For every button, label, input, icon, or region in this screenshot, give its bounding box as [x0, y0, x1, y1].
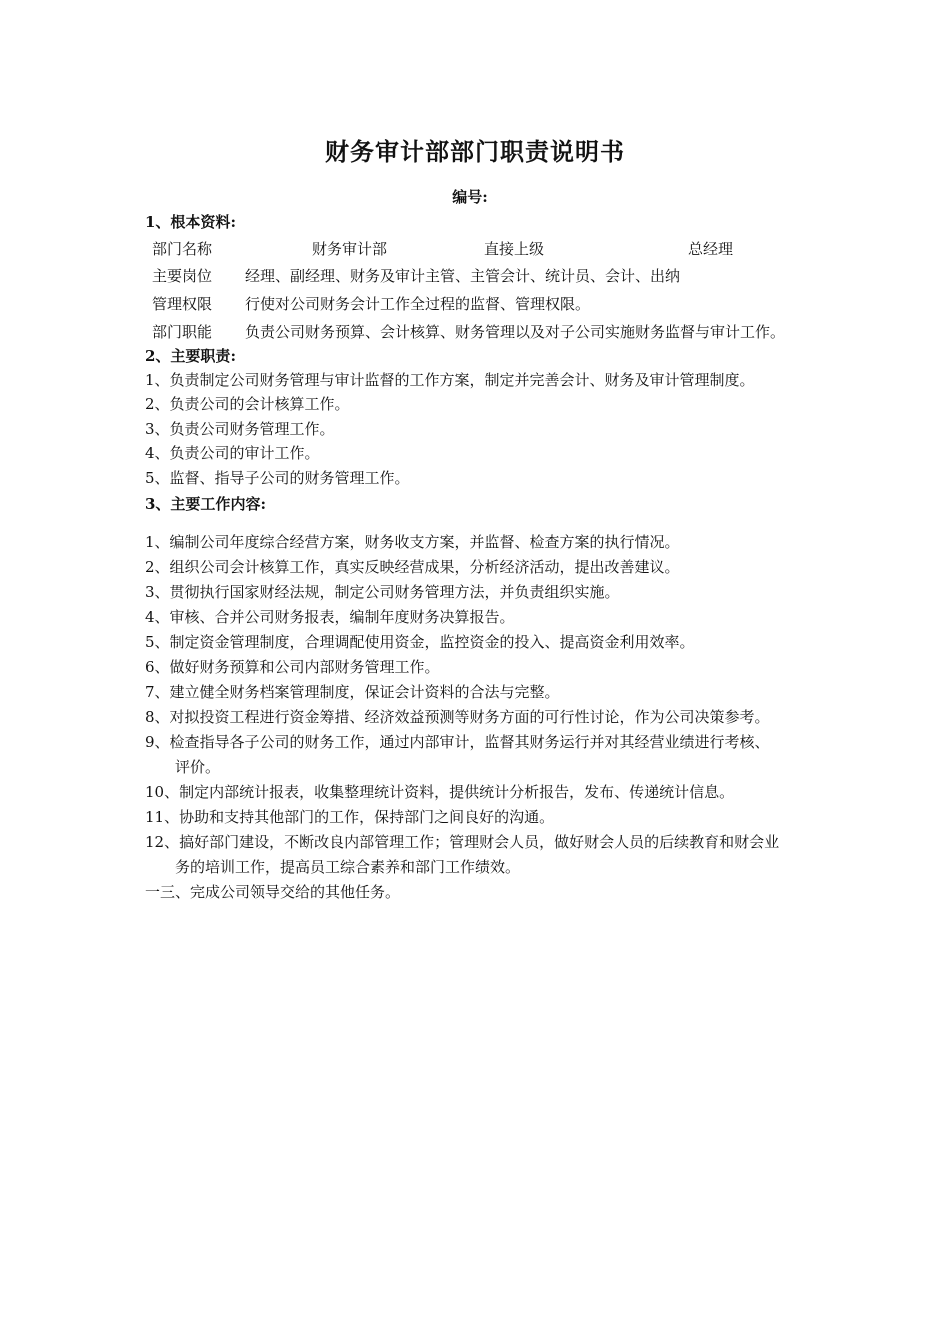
work-item: 9、检查指导各子公司的财务工作，通过内部审计，监督其财务运行并对其经营业绩进行考核、 — [145, 733, 770, 751]
function-value: 负责公司财务预算、会计核算、财务管理以及对子公司实施财务监督与审计工作。 — [245, 323, 786, 341]
duty-item: 3、负责公司财务管理工作。 — [145, 420, 335, 438]
work-item-continuation: 务的培训工作，提高员工综合素养和部门工作绩效。 — [175, 858, 521, 876]
positions-label: 主要岗位 — [152, 267, 213, 285]
work-item: 4、审核、合并公司财务报表，编制年度财务决算报告。 — [145, 608, 515, 626]
dept-name-value: 财务审计部 — [312, 240, 388, 258]
authority-value: 行使对公司财务会计工作全过程的监督、管理权限。 — [245, 295, 591, 313]
superior-value: 总经理 — [688, 240, 734, 258]
duty-item: 5、监督、指导子公司的财务管理工作。 — [145, 469, 410, 487]
section-basic-info-heading: 1、根本资料: — [145, 213, 236, 231]
work-item: 3、贯彻执行国家财经法规，制定公司财务管理方法，并负责组织实施。 — [145, 583, 620, 601]
work-item-continuation: 评价。 — [175, 758, 221, 776]
positions-value: 经理、副经理、财务及审计主管、主管会计、统计员、会计、出纳 — [245, 267, 681, 285]
work-item: 12、搞好部门建设，不断改良内部管理工作；管理财会人员，做好财会人员的后续教育和财会业 — [145, 833, 780, 851]
work-item: 一三、完成公司领导交给的其他任务。 — [145, 883, 401, 901]
work-item: 8、对拟投资工程进行资金筹措、经济效益预测等财务方面的可行性讨论，作为公司决策参考。 — [145, 708, 770, 726]
duty-item: 2、负责公司的会计核算工作。 — [145, 395, 350, 413]
work-item: 10、制定内部统计报表，收集整理统计资料，提供统计分析报告，发布、传递统计信息。 — [145, 783, 735, 801]
superior-label: 直接上级 — [484, 240, 545, 258]
work-item: 5、制定资金管理制度，合理调配使用资金，监控资金的投入、提高资金利用效率。 — [145, 633, 695, 651]
work-item: 6、做好财务预算和公司内部财务管理工作。 — [145, 658, 440, 676]
authority-label: 管理权限 — [152, 295, 213, 313]
section-work-content-heading: 3、主要工作内容: — [145, 495, 266, 513]
work-item: 11、协助和支持其他部门的工作，保持部门之间良好的沟通。 — [145, 808, 555, 826]
duty-item: 4、负责公司的审计工作。 — [145, 444, 320, 462]
duty-item: 1、负责制定公司财务管理与审计监督的工作方案，制定并完善会计、财务及审计管理制度。 — [145, 371, 755, 389]
dept-name-label: 部门名称 — [152, 240, 213, 258]
work-item: 7、建立健全财务档案管理制度，保证会计资料的合法与完整。 — [145, 683, 560, 701]
function-label: 部门职能 — [152, 323, 213, 341]
section-main-duties-heading: 2、主要职责: — [145, 347, 236, 365]
document-number-label: 编号: — [452, 188, 488, 206]
document-title: 财务审计部部门职责说明书 — [325, 137, 625, 166]
work-item: 1、编制公司年度综合经营方案，财务收支方案，并监督、检查方案的执行情况。 — [145, 533, 680, 551]
work-item: 2、组织公司会计核算工作，真实反映经营成果，分析经济活动，提出改善建议。 — [145, 558, 680, 576]
